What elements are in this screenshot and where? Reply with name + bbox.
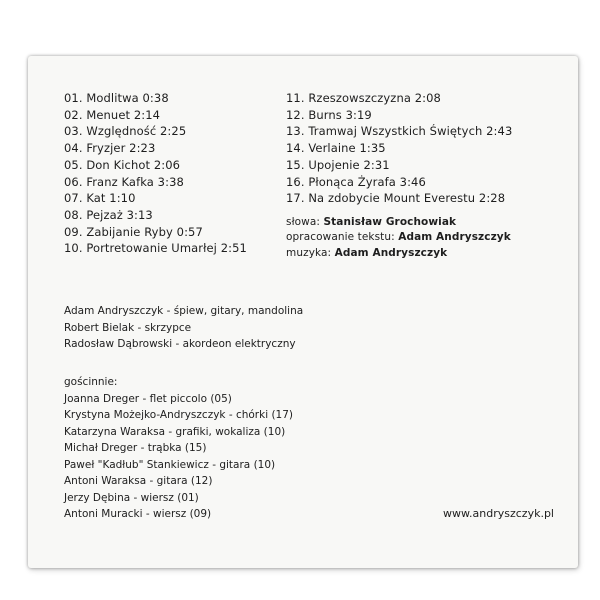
track-item: 02. Menuet 2:14 <box>64 107 161 122</box>
track-item: 10. Portretowanie Umarłej 2:51 <box>64 241 247 256</box>
lyrics-credit <box>286 215 576 231</box>
track-item: 16. Płonąca Żyrafa 3:46 <box>286 174 426 189</box>
guest-item: Jerzy Dębina - wiersz (01) <box>64 491 199 504</box>
track-item: 11. Rzeszowszczyzna 2:08 <box>286 91 441 105</box>
arrangement-credit <box>286 230 576 246</box>
track-item: 09. Zabijanie Ryby 0:57 <box>64 224 203 239</box>
track-item: 13. Tramwaj Wszystkich Świętych 2:43 <box>286 124 513 139</box>
music-author: Adam Andryszczyk <box>334 246 448 259</box>
track-item: 03. Względność 2:25 <box>64 124 187 139</box>
track-item: 08. Pejzaż 3:13 <box>64 207 153 222</box>
musician-item: Radosław Dąbrowski - akordeon elektryczny <box>64 338 296 350</box>
credits-block <box>286 215 576 262</box>
track-item: 14. Verlaine 1:35 <box>286 141 386 156</box>
guests-list <box>64 374 293 523</box>
website-url: www.andryszczyk.pl <box>443 507 554 520</box>
musicians-list <box>64 303 303 353</box>
lyrics-label: słowa: <box>286 215 321 228</box>
tracklist-left <box>64 90 314 257</box>
guest-item: Michał Dreger - trąbka (15) <box>64 442 207 454</box>
guest-item: Antoni Muracki - wiersz (09) <box>64 508 212 520</box>
guest-item: Joanna Dreger - flet piccolo (05) <box>64 392 232 405</box>
track-item: 04. Fryzjer 2:23 <box>64 141 156 156</box>
music-credit <box>286 246 576 262</box>
track-item: 06. Franz Kafka 3:38 <box>64 174 184 189</box>
track-item: 05. Don Kichot 2:06 <box>64 157 181 172</box>
track-item: 15. Upojenie 2:31 <box>286 157 390 172</box>
guest-item: Paweł "Kadłub" Stankiewicz - gitara (10) <box>64 458 276 471</box>
track-item: 07. Kat 1:10 <box>64 191 136 206</box>
guests-heading: gościnnie: <box>64 376 118 388</box>
track-item: 01. Modlitwa 0:38 <box>64 91 169 105</box>
lyrics-author: Stanisław Grochowiak <box>323 215 457 228</box>
arrangement-author: Adam Andryszczyk <box>398 231 511 244</box>
guest-item: Krystyna Możejko-Andryszczyk - chórki (17) <box>64 409 294 421</box>
guest-item: Katarzyna Waraksa - grafiki, wokaliza (10) <box>64 425 286 438</box>
cd-back-cover <box>28 56 578 568</box>
track-item: 12. Burns 3:19 <box>286 107 372 122</box>
musician-item: Adam Andryszczyk - śpiew, gitary, mandolina <box>64 305 304 317</box>
music-label: muzyka: <box>286 246 332 259</box>
track-item: 17. Na zdobycie Mount Everestu 2:28 <box>286 191 506 206</box>
musician-item: Robert Bielak - skrzypce <box>64 321 192 334</box>
arrangement-label: opracowanie tekstu: <box>286 231 395 244</box>
guest-item: Antoni Waraksa - gitara (12) <box>64 475 213 487</box>
tracklist-right <box>286 90 576 261</box>
